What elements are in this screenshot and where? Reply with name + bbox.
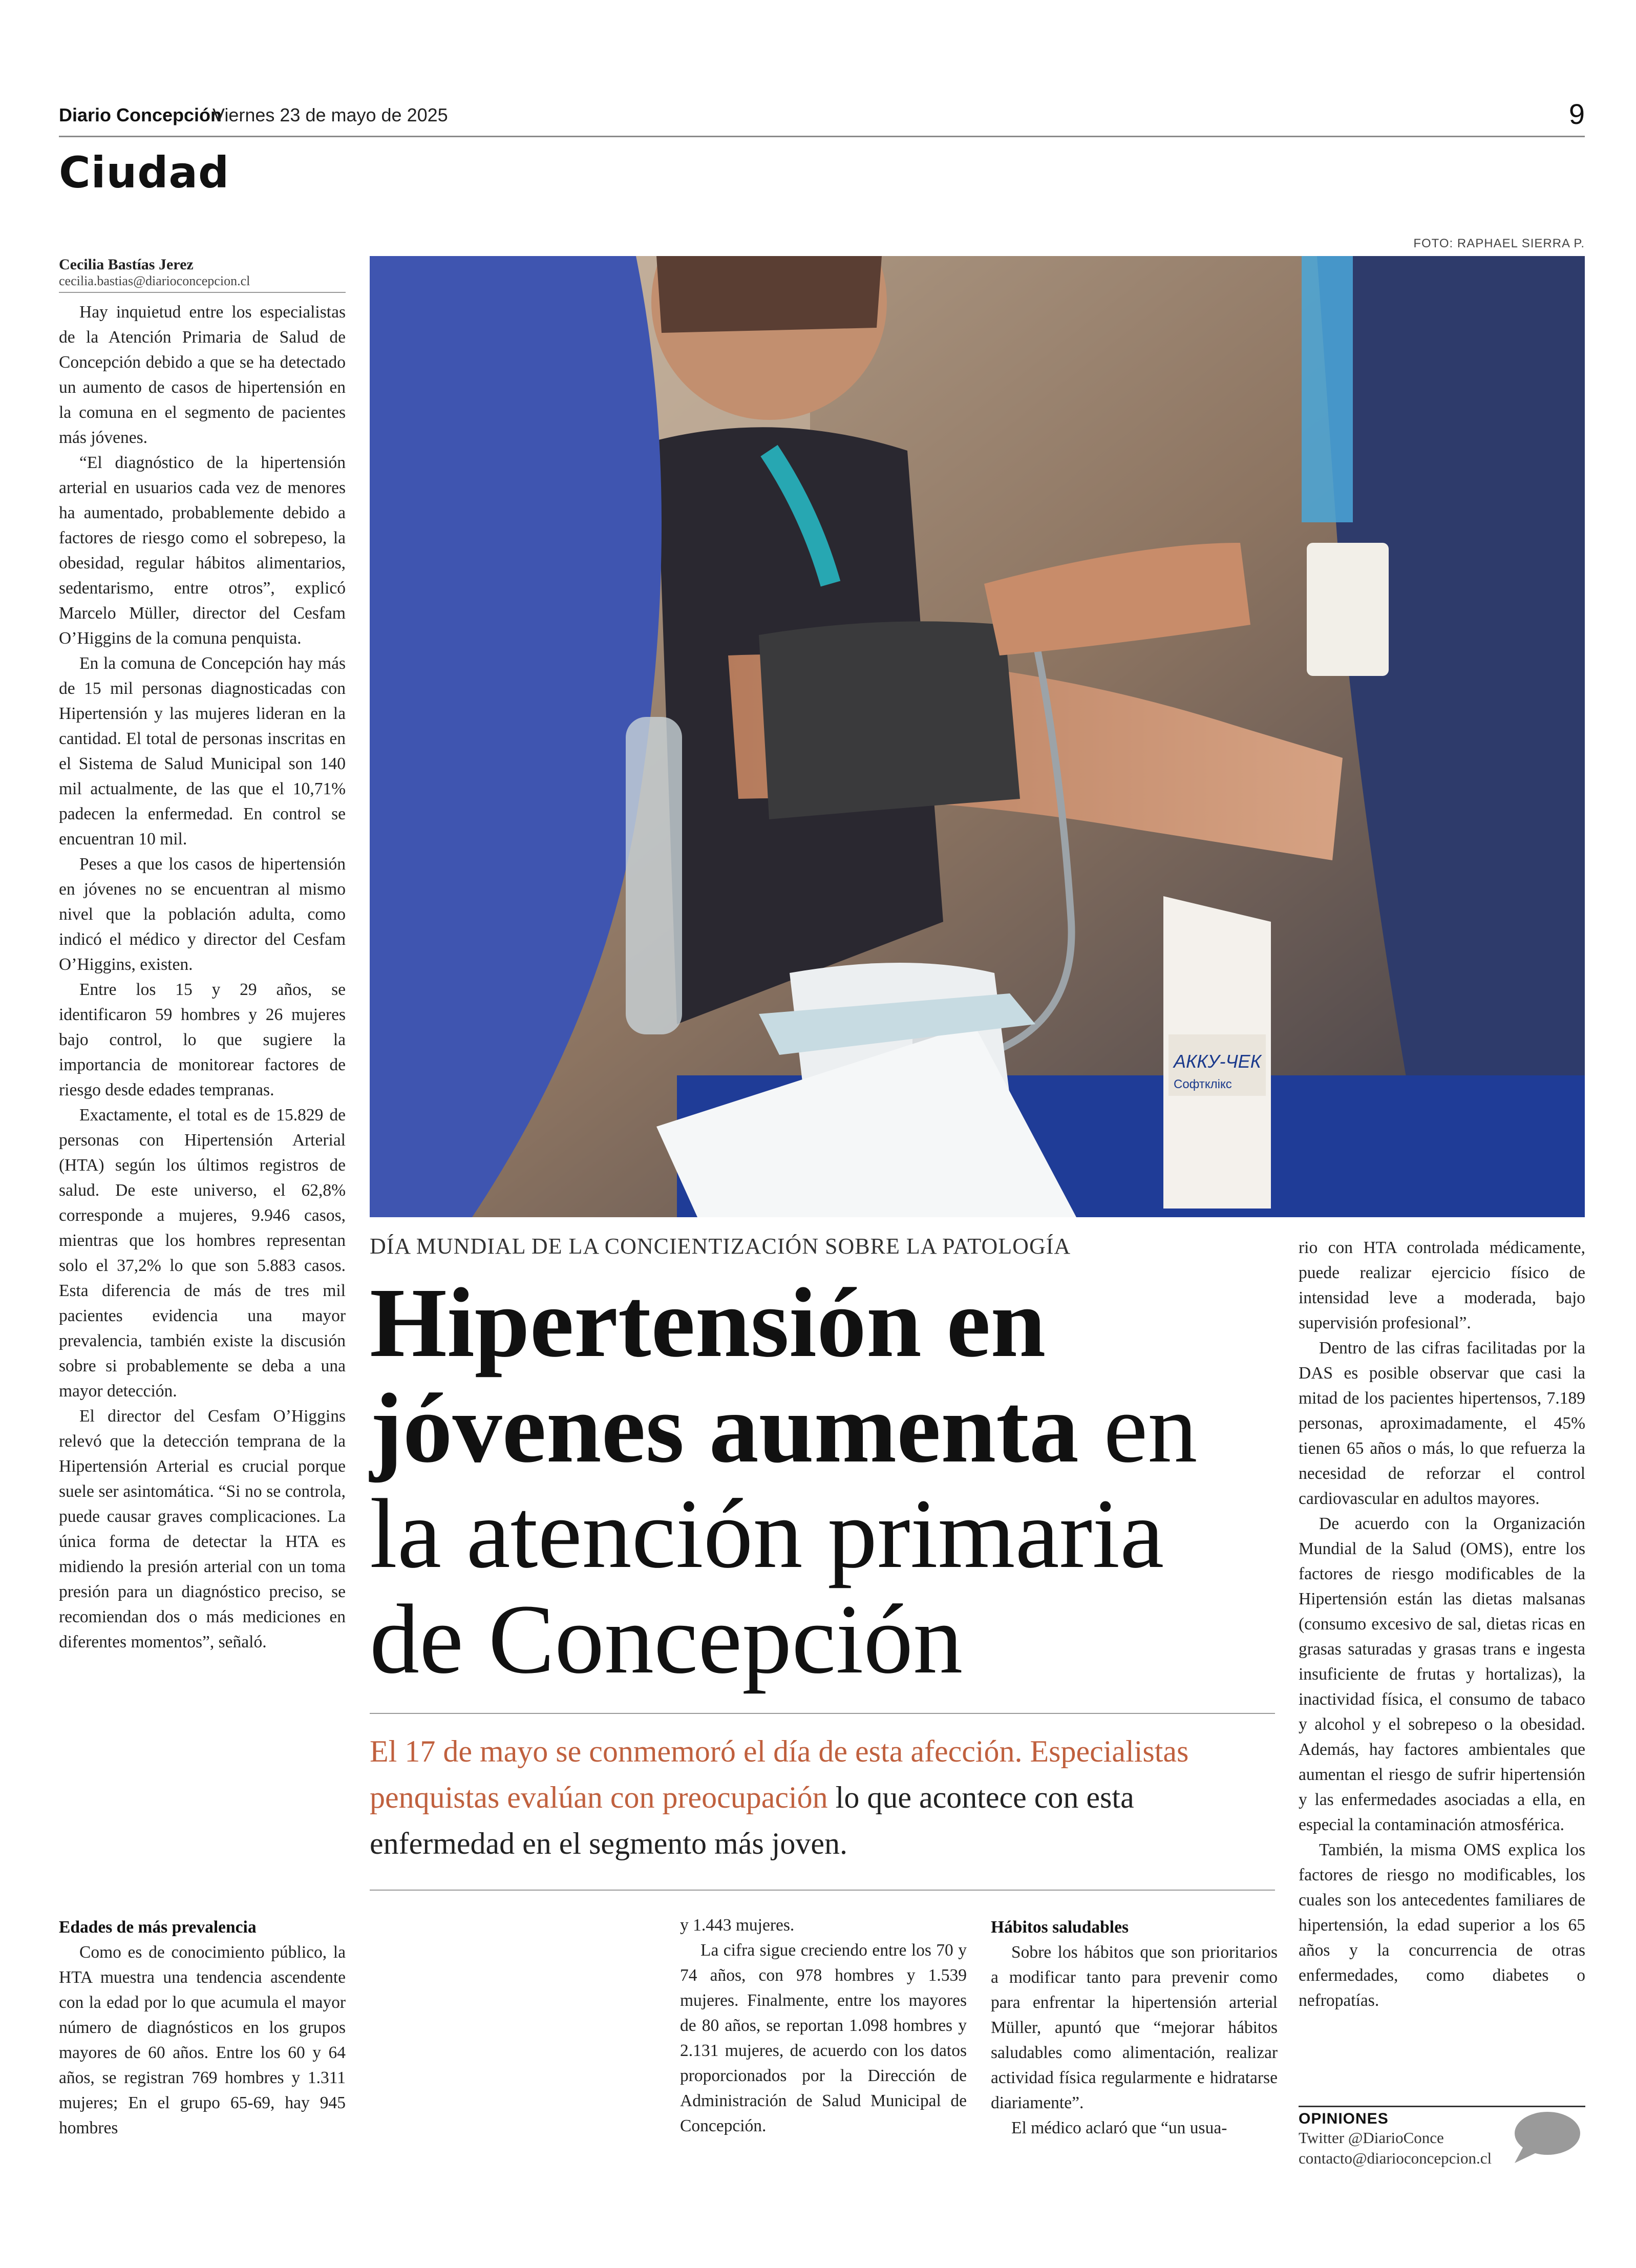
masthead [59,98,1585,137]
opiniones-email[interactable]: contacto@diarioconcepcion.cl [1299,2149,1492,2167]
speech-bubble-icon [1510,2110,1581,2166]
paragraph: Entre los 15 y 29 años, se identificaron 59 hombres y 26 mujeres bajo control, lo que sugiere la importancia de monitorear factores de riesgo desde edades tempranas. [59,980,346,1099]
paragraph: Como es de conocimiento público, la HTA muestra una tendencia ascendente con la edad por lo que acumula el mayor número de diagnósticos en los grupos mayores de 60 años. Entre los 60 y 64 años, se registran 769 hombres y 1.311 mujeres; En el grupo 65-69, hay 945 hombres [59,1943,346,2137]
device-box-sub: Софтклікс [1174,1077,1232,1091]
author-name: Cecilia Bastías Jerez [59,256,194,273]
paragraph: En la comuna de Concepción hay más de 15 mil personas diagnosticadas con Hipertensión y las mujeres lideran en la cantidad. El total de personas inscritas en el Sistema de Salud Municipal son 140 mil actualmente, de las que el 10,71% padecen la enfermedad. En control se encuentran 10 mil. [59,654,346,849]
photo-credit: FOTO: RAPHAEL SIERRA P. [1413,237,1585,250]
paragraph: Hay inquietud entre los especialistas de la Atención Primaria de Salud de Concepción debido a que se ha detectado un aumento de casos de hipertensión en la comuna en el segmento de pacientes más jóvenes. [59,303,346,447]
article-column-1 [59,300,346,1655]
kicker: DÍA MUNDIAL DE LA CONCIENTIZACIÓN SOBRE LA PATOLOGÍA [370,1234,1071,1259]
article-column-4 [991,1913,1278,2140]
paragraph: También, la misma OMS explica los factores de riesgo no modificables, los cuales son los antecedentes familiares de hipertensión, la edad superior a los 65 años y la concurrencia de otras enfermedades, como diabetes o nefropatías. [1299,1840,1585,2010]
paragraph: De acuerdo con la Organización Mundial de la Salud (OMS), entre los factores de riesgo modificables de la Hipertensión están las dietas malsanas (consumo excesivo de sal, dietas ricas en grasas saturadas y grasas trans e ingesta insuficiente de frutas y hortalizas), la inactividad física, el consumo de tabaco y alcohol y el sobrepeso o la obesidad. Además, hay factores ambientales que aumentan el riesgo de sufrir hipertensión y las enfermedades asociadas a ella, en especial la contaminación atmosférica. [1299,1514,1585,1834]
paragraph: El médico aclaró que “un usua- [1011,2118,1227,2137]
summary-rest: lo que acontece con esta enfermedad en el segmento más joven. [370,1781,1134,1860]
article-photo [370,256,1585,1217]
headline-rest: en la atención primaria de Concepción [370,1373,1198,1694]
paragraph: “El diagnóstico de la hipertensión arterial en usuarios cada vez de menores ha aumentado, probablemente debido a factores de riesgo como el sobrepeso, la obesidad, regular hábitos alimentarios, sedentarismo, entre otros”, explicó Marcelo Müller, director del Cesfam O’Higgins de la comuna penquista. [59,453,346,648]
subheading-prevalencia: Edades de más prevalencia [59,1918,257,1937]
author-email[interactable]: cecilia.bastias@diarioconcepcion.cl [59,273,250,288]
summary-accent: El 17 de mayo se conmemoró el día de esta afección. Especialistas penquistas evalúan con preocupación [370,1734,1189,1814]
summary [370,1728,1281,1867]
page-number: 9 [1568,98,1585,130]
paragraph: y 1.443 mujeres. [680,1916,795,1935]
byline [59,256,346,293]
paragraph: Sobre los hábitos que son prioritarios a modificar tanto para prevenir como para enfrentar la hipertensión arterial Müller, apuntó que “mejorar hábitos saludables como alimentación, realizar actividad física regularmente e hidratarse diariamente”. [991,1943,1278,2112]
newspaper-name: Diario Concepción [59,104,222,125]
subheading-habitos: Hábitos saludables [991,1918,1129,1937]
paragraph: Dentro de las cifras facilitadas por la DAS es posible observar que casi la mitad de los pacientes hipertensos, 7.189 personas, aproximadamente, el 45% tienen 65 años o más, lo que refuerza la necesidad de reforzar el control cardiovascular en adultos mayores. [1299,1339,1585,1508]
opiniones-twitter[interactable]: Twitter @DiarioConce [1299,2129,1444,2147]
section-title: Ciudad [59,147,230,198]
device-box-brand: АККУ-ЧЕК [1174,1051,1261,1072]
divider [370,1713,1275,1714]
paragraph: La cifra sigue creciendo entre los 70 y 74 años, con 978 hombres y 1.539 mujeres. Finalmente, entre los mayores de 80 años, se reportan 1.098 hombres y 2.131 mujeres, de acuerdo con los datos proporcionados por la Dirección de Administración de Salud Municipal de Concepción. [680,1941,967,2135]
headline-bold: Hipertensión en jóvenes aumenta [370,1267,1079,1483]
article-column-3 [680,1913,967,2138]
issue-date: Viernes 23 de mayo de 2025 [213,104,448,125]
article-column-1-bottom [59,1913,346,2140]
paragraph: Exactamente, el total es de 15.829 de personas con Hipertensión Arterial (HTA) según los últimos registros de salud. De este universo, el 62,8% corresponde a mujeres, 9.946 casos, mientras que los hombres representan solo el 37,2% lo que son 5.883 casos. Esta diferencia de más de tres mil pacientes evidencia una mayor prevalencia, también existe la discusión sobre si probablemente se deba a una mayor detección. [59,1106,346,1401]
paragraph: Peses a que los casos de hipertensión en jóvenes no se encuentran al mismo nivel que la población adulta, como indicó el médico y director del Cesfam O’Higgins, existen. [59,855,346,974]
headline [370,1267,1281,1694]
divider [370,1890,1275,1891]
article-column-5 [1299,1235,1585,2013]
paragraph: El director del Cesfam O’Higgins relevó que la detección temprana de la Hipertensión Arterial es crucial porque suele ser asintomática. “Si no se controla, puede causar graves complicaciones. La única forma de detectar la HTA es midiendo la presión arterial con un toma presión para un diagnóstico preciso, se recomiendan dos o más mediciones en diferentes momentos”, señaló. [59,1407,346,1651]
paragraph: rio con HTA controlada médicamente, puede realizar ejercicio físico de intensidad leve a moderada, bajo supervisión profesional”. [1299,1238,1585,1332]
opiniones-label: OPINIONES [1299,2110,1389,2127]
